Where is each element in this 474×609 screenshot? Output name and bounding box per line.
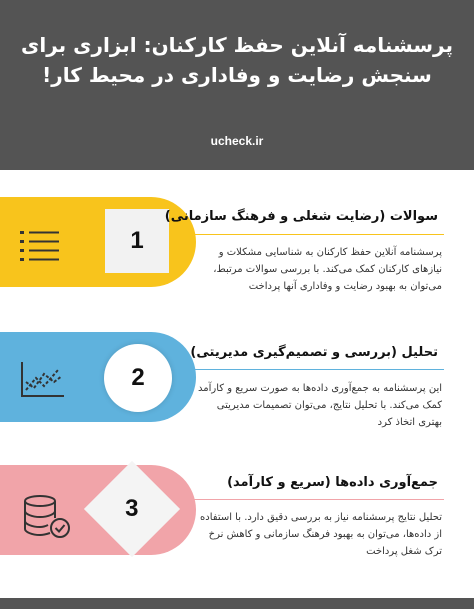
step-2-title: تحلیل (بررسی و تصمیم‌گیری مدیریتی) (190, 345, 438, 360)
step-3-divider (190, 499, 444, 500)
step-1-number: 1 (105, 209, 169, 273)
step-2-number: 2 (104, 344, 172, 412)
step-2-description: این پرسشنامه به جمع‌آوری داده‌ها به صورت سریع و کارآمد کمک می‌کند. با تحلیل نتایج، می‌توان تصمیمات مدیریتی بهتری اتخاذ کرد (198, 383, 442, 428)
database-check-icon (22, 494, 72, 540)
step-3-title: جمع‌آوری داده‌ها (سریع و کارآمد) (227, 475, 438, 490)
header-banner (0, 0, 474, 170)
step-1-divider (190, 234, 444, 235)
step-2-divider (190, 369, 444, 370)
line-chart-icon (20, 360, 66, 400)
step-3-number-label: 3 (125, 494, 139, 522)
step-1-title: سوالات (رضایت شغلی و فرهنگ سازمانی) (164, 209, 438, 224)
list-icon (20, 230, 60, 264)
site-url[interactable]: ucheck.ir (210, 134, 264, 148)
step-3-description: تحلیل نتایج پرسشنامه نیاز به بررسی دقیق دارد. با استفاده از داده‌ها، می‌توان به بهبود فرهنگ سازمانی و کاهش نرخ ترک شغل پرداخت (200, 512, 442, 557)
page-title: پرسشنامه آنلاین حفظ کارکنان: ابزاری برای سنجش رضایت و وفاداری در محیط کار! (21, 33, 453, 87)
step-1-description: پرسشنامه آنلاین حفظ کارکنان به شناسایی مشکلات و نیازهای کارکنان کمک می‌کند. با بررسی سوالات مرتبط، می‌توان به بهبود رضایت و وفاداری آنها پرداخت (213, 247, 442, 292)
footer-bar (0, 598, 474, 609)
